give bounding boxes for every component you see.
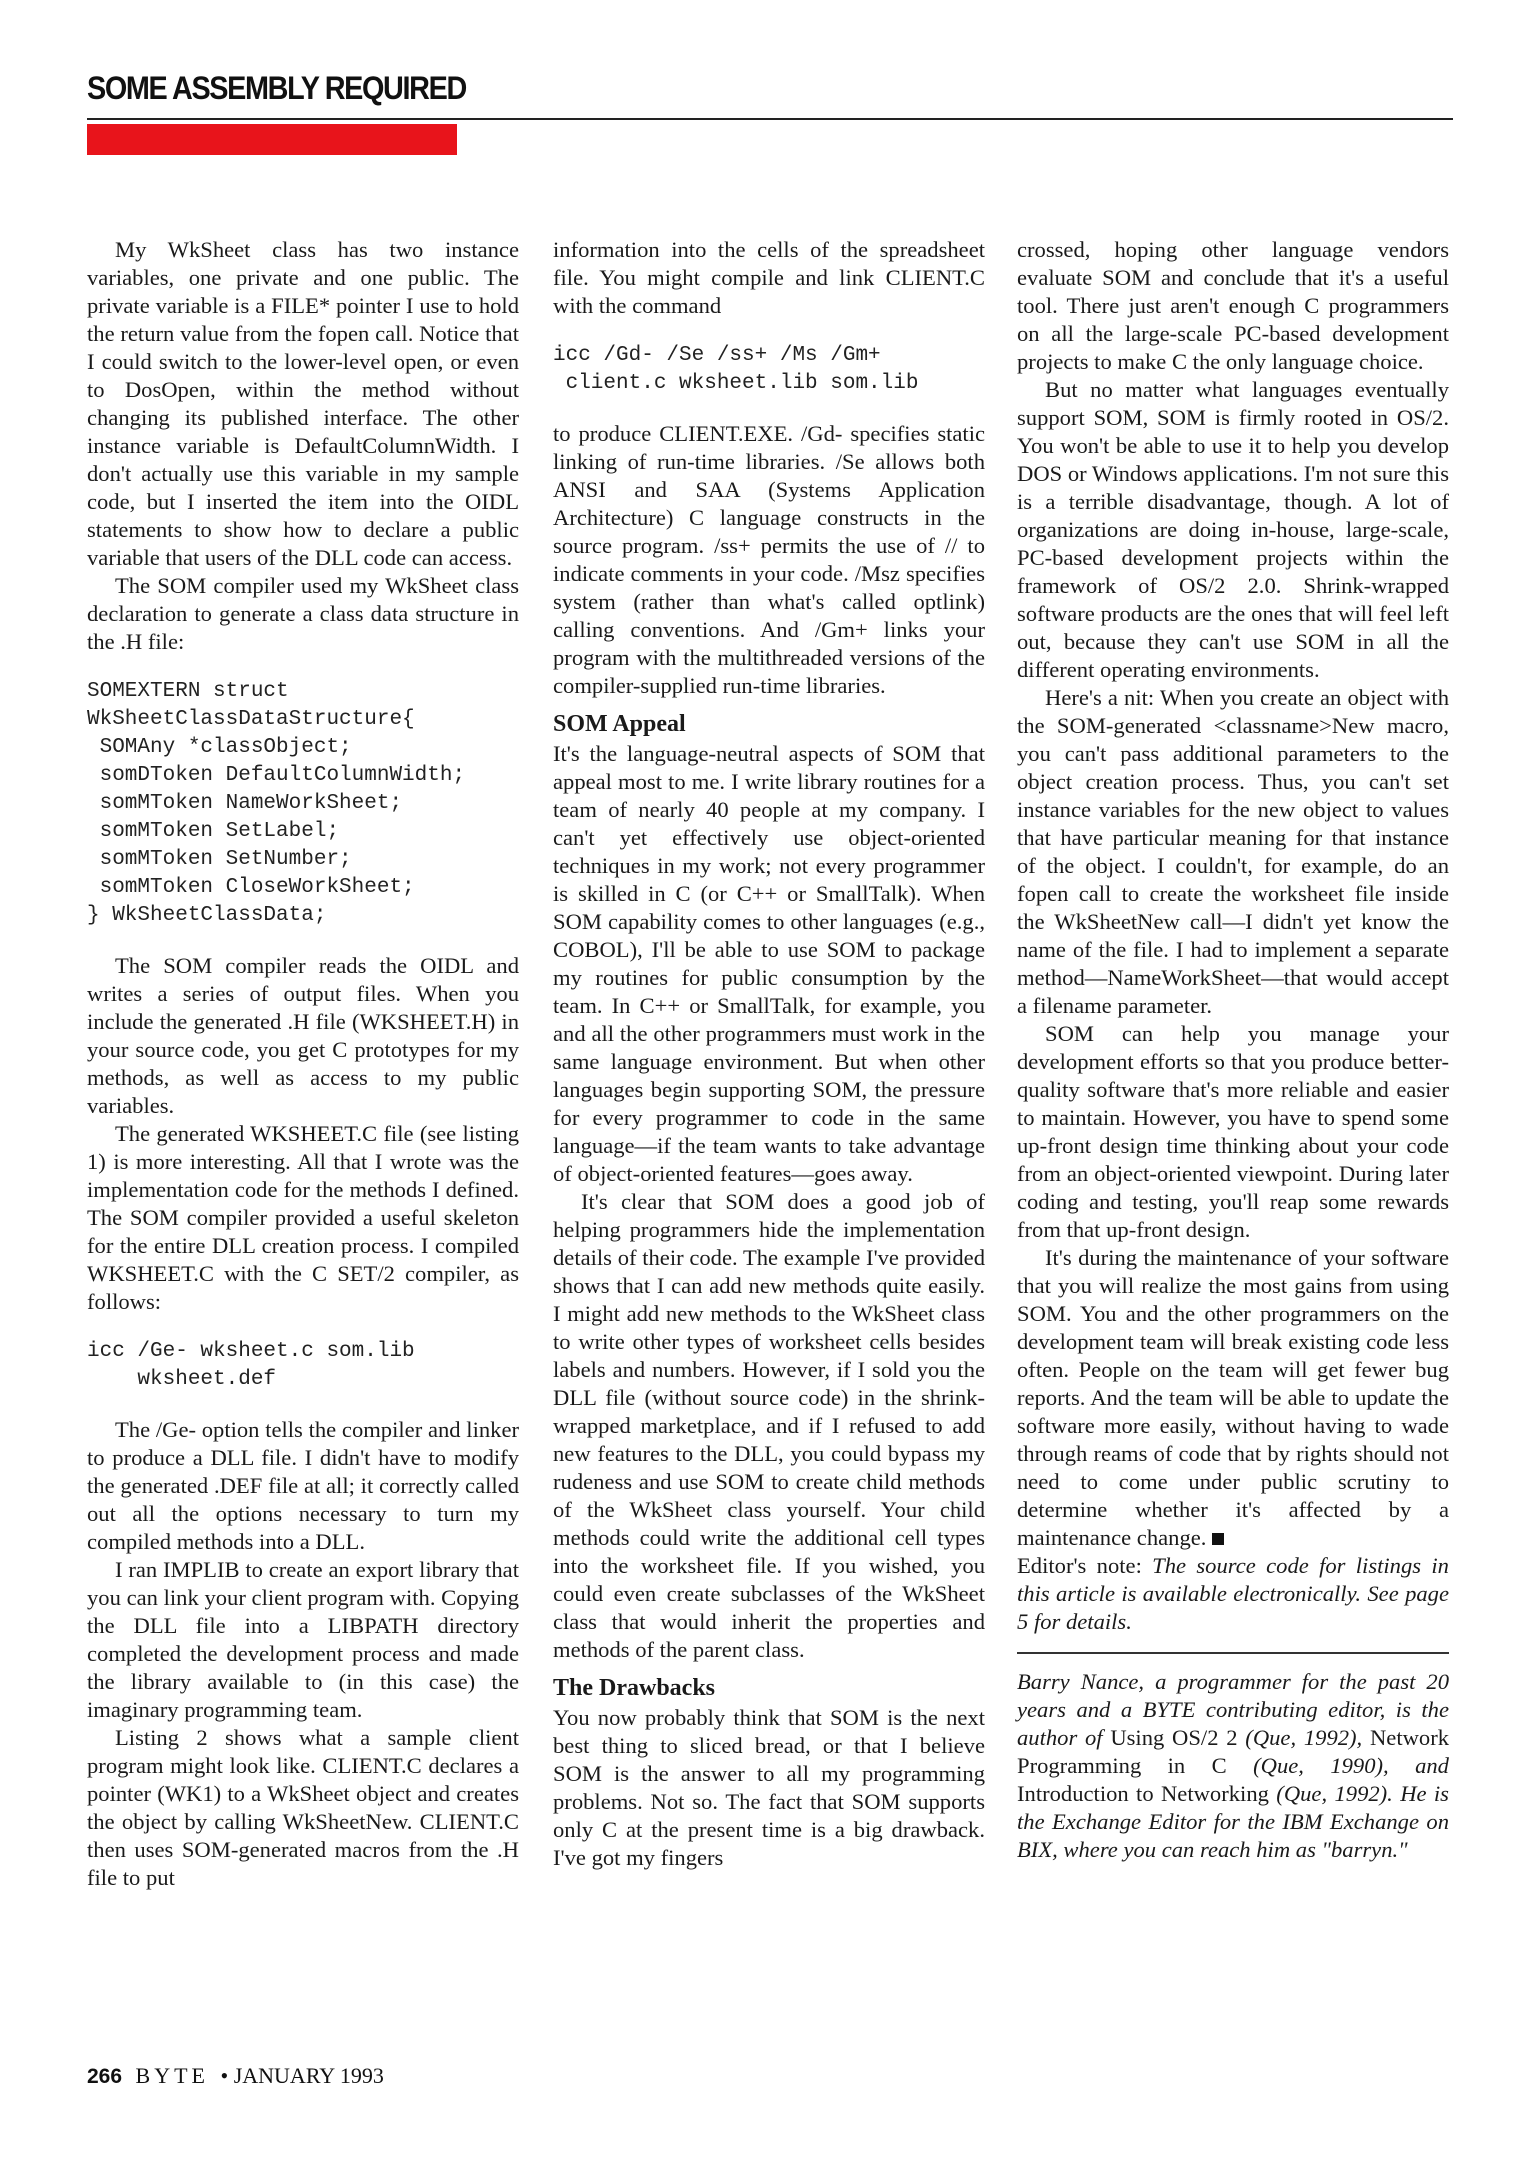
bio-book-title: Using OS/2 2 <box>1110 1725 1238 1750</box>
column-1 <box>87 236 519 1892</box>
paragraph: SOM can help you manage your development efforts so that you produce better-quality software that's more reliable and easier to maintain. However, you have to spend some up-front design time thinking about your code from an object-oriented viewpoint. During later coding and testing, you'll reap some rewards from that up-front design. <box>1017 1021 1449 1242</box>
paragraph: It's the language-neutral aspects of SOM that appeal most to me. I write library routines for a team of nearly 40 people at my company. I can't yet effectively use object-oriented techniques in my work; not every programmer is skilled in C (or C++ or SmallTalk). When SOM capability comes to other languages (e.g., COBOL), I'll be able to use SOM to package my routines for public consumption by the team. In C++ or SmallTalk, for example, you and all the other programmers must work in the same language environment. But when other languages begin supporting SOM, the pressure for every programmer to code in the same language—if the team wants to take advantage of object-oriented features—goes away. <box>553 741 985 1186</box>
paragraph: The generated WKSHEET.C file (see listing 1) is more interesting. All that I wrote was the implementation code for the methods I defined. The SOM compiler provided a useful skeleton for the entire DLL creation process. I compiled WKSHEET.C with the C SET/2 compiler, as follows: <box>87 1121 519 1314</box>
subheading-drawbacks: The Drawbacks <box>553 1675 716 1701</box>
code-listing: icc /Gd- /Se /ss+ /Ms /Gm+ client.c wksheet.lib som.lib <box>553 344 919 395</box>
bio-text: (Que, 1990), and <box>1253 1753 1449 1778</box>
footer-bullet: • <box>220 2063 229 2088</box>
page-number: 266 <box>87 2065 123 2088</box>
column-3 <box>1017 236 1449 1864</box>
code-listing: SOMEXTERN struct WkSheetClassDataStructure{ SOMAny *classObject; somDToken DefaultColumnWidth; somMToken NameWorkSheet; somMToken SetLabel; somMToken SetNumber; somMToken CloseWorkSheet; } WkSheetClassData; <box>87 680 466 927</box>
header-accent-bar <box>87 124 457 155</box>
paragraph: information into the cells of the spreadsheet file. You might compile and link CLIENT.C with the command <box>553 237 985 318</box>
paragraph: The SOM compiler reads the OIDL and writes a series of output files. When you include the generated .H file (WKSHEET.H) in your source code, you get C prototypes for my methods, as well as access to my public variables. <box>87 953 519 1118</box>
paragraph: Here's a nit: When you create an object with the SOM-generated <classname>New macro, you can't pass additional parameters to the object creation process. Thus, you can't set instance variables for the new object to values that have particular meaning for that instance of the object. I couldn't, for example, do an fopen call to create the worksheet file inside the WkSheetNew call—I didn't yet know the name of the file. I had to implement a separate method—NameWorkSheet—that would accept a filename parameter. <box>1017 685 1449 1018</box>
editors-note-label: Editor's note: <box>1017 1553 1142 1578</box>
bio-divider <box>1017 1652 1449 1654</box>
bio-text: (Que, 1992), <box>1245 1725 1363 1750</box>
bio-book-title: Introduction to Networking <box>1017 1781 1269 1806</box>
paragraph: to produce CLIENT.EXE. /Gd- specifies static linking of run-time libraries. /Se allows both ANSI and SAA (Systems Application Architecture) C language constructs in the source program. /ss+ permits the use of // to indicate comments in your code. /Msz specifies system (rather than what's called optlink) calling conventions. And /Gm+ links your program with the multithreaded versions of the compiler-supplied run-time libraries. <box>553 421 985 698</box>
paragraph-text: It's during the maintenance of your software that you will realize the most gains from using SOM. You and the other programmers on the development team will break existing code less often. People on the team will get fewer bug reports. And the team will be able to update the software more easily, without having to wade through reams of code that by rights should not need to come under public scrutiny to determine whether it's affected by a maintenance change. <box>1017 1245 1449 1550</box>
bio-text: (Que, 1992). He is the Exchange Editor for the IBM Exchange on BIX, where you can reach him as "barryn." <box>1017 1781 1449 1862</box>
paragraph-final <box>1017 1244 1449 1552</box>
editors-note-text: The source code for listings in this article is available electronically. See page 5 for details. <box>1017 1553 1449 1634</box>
section-header <box>87 70 1453 107</box>
paragraph: crossed, hoping other language vendors evaluate SOM and conclude that it's a useful tool. There just aren't enough C programmers on all the large-scale PC-based development projects to make C the only language choice. <box>1017 237 1449 374</box>
editors-note <box>1017 1552 1449 1636</box>
paragraph: Listing 2 shows what a sample client program might look like. CLIENT.C declares a pointer (WK1) to a WkSheet object and creates the object by calling WkSheetNew. CLIENT.C then uses SOM-generated macros from the .H file to put <box>87 1725 519 1890</box>
author-bio <box>1017 1668 1449 1864</box>
bio-book-title: Network Programming in C <box>1017 1725 1450 1778</box>
subheading-som-appeal: SOM Appeal <box>553 711 686 737</box>
paragraph: The /Ge- option tells the compiler and linker to produce a DLL file. I didn't have to modify the generated .DEF file at all; it correctly called out all the options necessary to turn my compiled methods into a DLL. <box>87 1417 519 1554</box>
paragraph: But no matter what languages eventually support SOM, SOM is firmly rooted in OS/2. You won't be able to use it to help you develop DOS or Windows applications. I'm not sure this is a terrible disadvantage, though. A lot of organizations are doing in-house, large-scale, PC-based development projects within the framework of OS/2 2.0. Shrink-wrapped software products are the ones that will feel left out, because they can't use SOM in all the different operating environments. <box>1017 377 1449 682</box>
issue-date: JANUARY 1993 <box>233 2063 384 2088</box>
paragraph: My WkSheet class has two instance variables, one private and one public. The private variable is a FILE* pointer I use to hold the return value from the fopen call. Notice that I could switch to the lower-level open, or even to DosOpen, within the method without changing its published interface. The other instance variable is DefaultColumnWidth. I don't actually use this variable in my sample code, but I inserted the item into the OIDL statements to show how to declare a public variable that users of the DLL code can access. <box>87 237 519 570</box>
header-rule <box>87 118 1453 120</box>
page-footer <box>87 2063 384 2089</box>
paragraph: You now probably think that SOM is the next best thing to sliced bread, or that I believe SOM is the answer to all my programming problems. Not so. The fact that SOM supports only C at the present time is a big drawback. I've got my fingers <box>553 1705 985 1870</box>
column-2 <box>553 236 985 1872</box>
section-title: SOME ASSEMBLY REQUIRED <box>87 70 466 106</box>
magazine-name: BYTE <box>135 2063 209 2088</box>
paragraph: The SOM compiler used my WkSheet class declaration to generate a class data structure in the .H file: <box>87 573 519 654</box>
code-listing: icc /Ge- wksheet.c som.lib wksheet.def <box>87 1340 415 1391</box>
paragraph: It's clear that SOM does a good job of helping programmers hide the implementation details of their code. The example I've provided shows that I can add new methods quite easily. I might add new methods to the WkSheet class to write other types of worksheet cells besides labels and numbers. However, if I sold you the DLL file (without source code) in the shrink-wrapped marketplace, and if I refused to add new features to the DLL, you could bypass my rudeness and use SOM to create child methods of the WkSheet class yourself. Your child methods could write the additional cell types into the worksheet file. If you wished, you could even create subclasses of the WkSheet class that would inherit the properties and methods of the parent class. <box>553 1189 985 1662</box>
paragraph: I ran IMPLIB to create an export library that you can link your client program with. Copying the DLL file into a LIBPATH directory completed the development process and made the library available to (in this case) the imaginary programming team. <box>87 1557 519 1722</box>
end-mark-icon <box>1212 1533 1224 1545</box>
bio-text: Barry Nance, a programmer for the past 20 years and a BYTE contributing editor, is the author of <box>1017 1669 1449 1750</box>
